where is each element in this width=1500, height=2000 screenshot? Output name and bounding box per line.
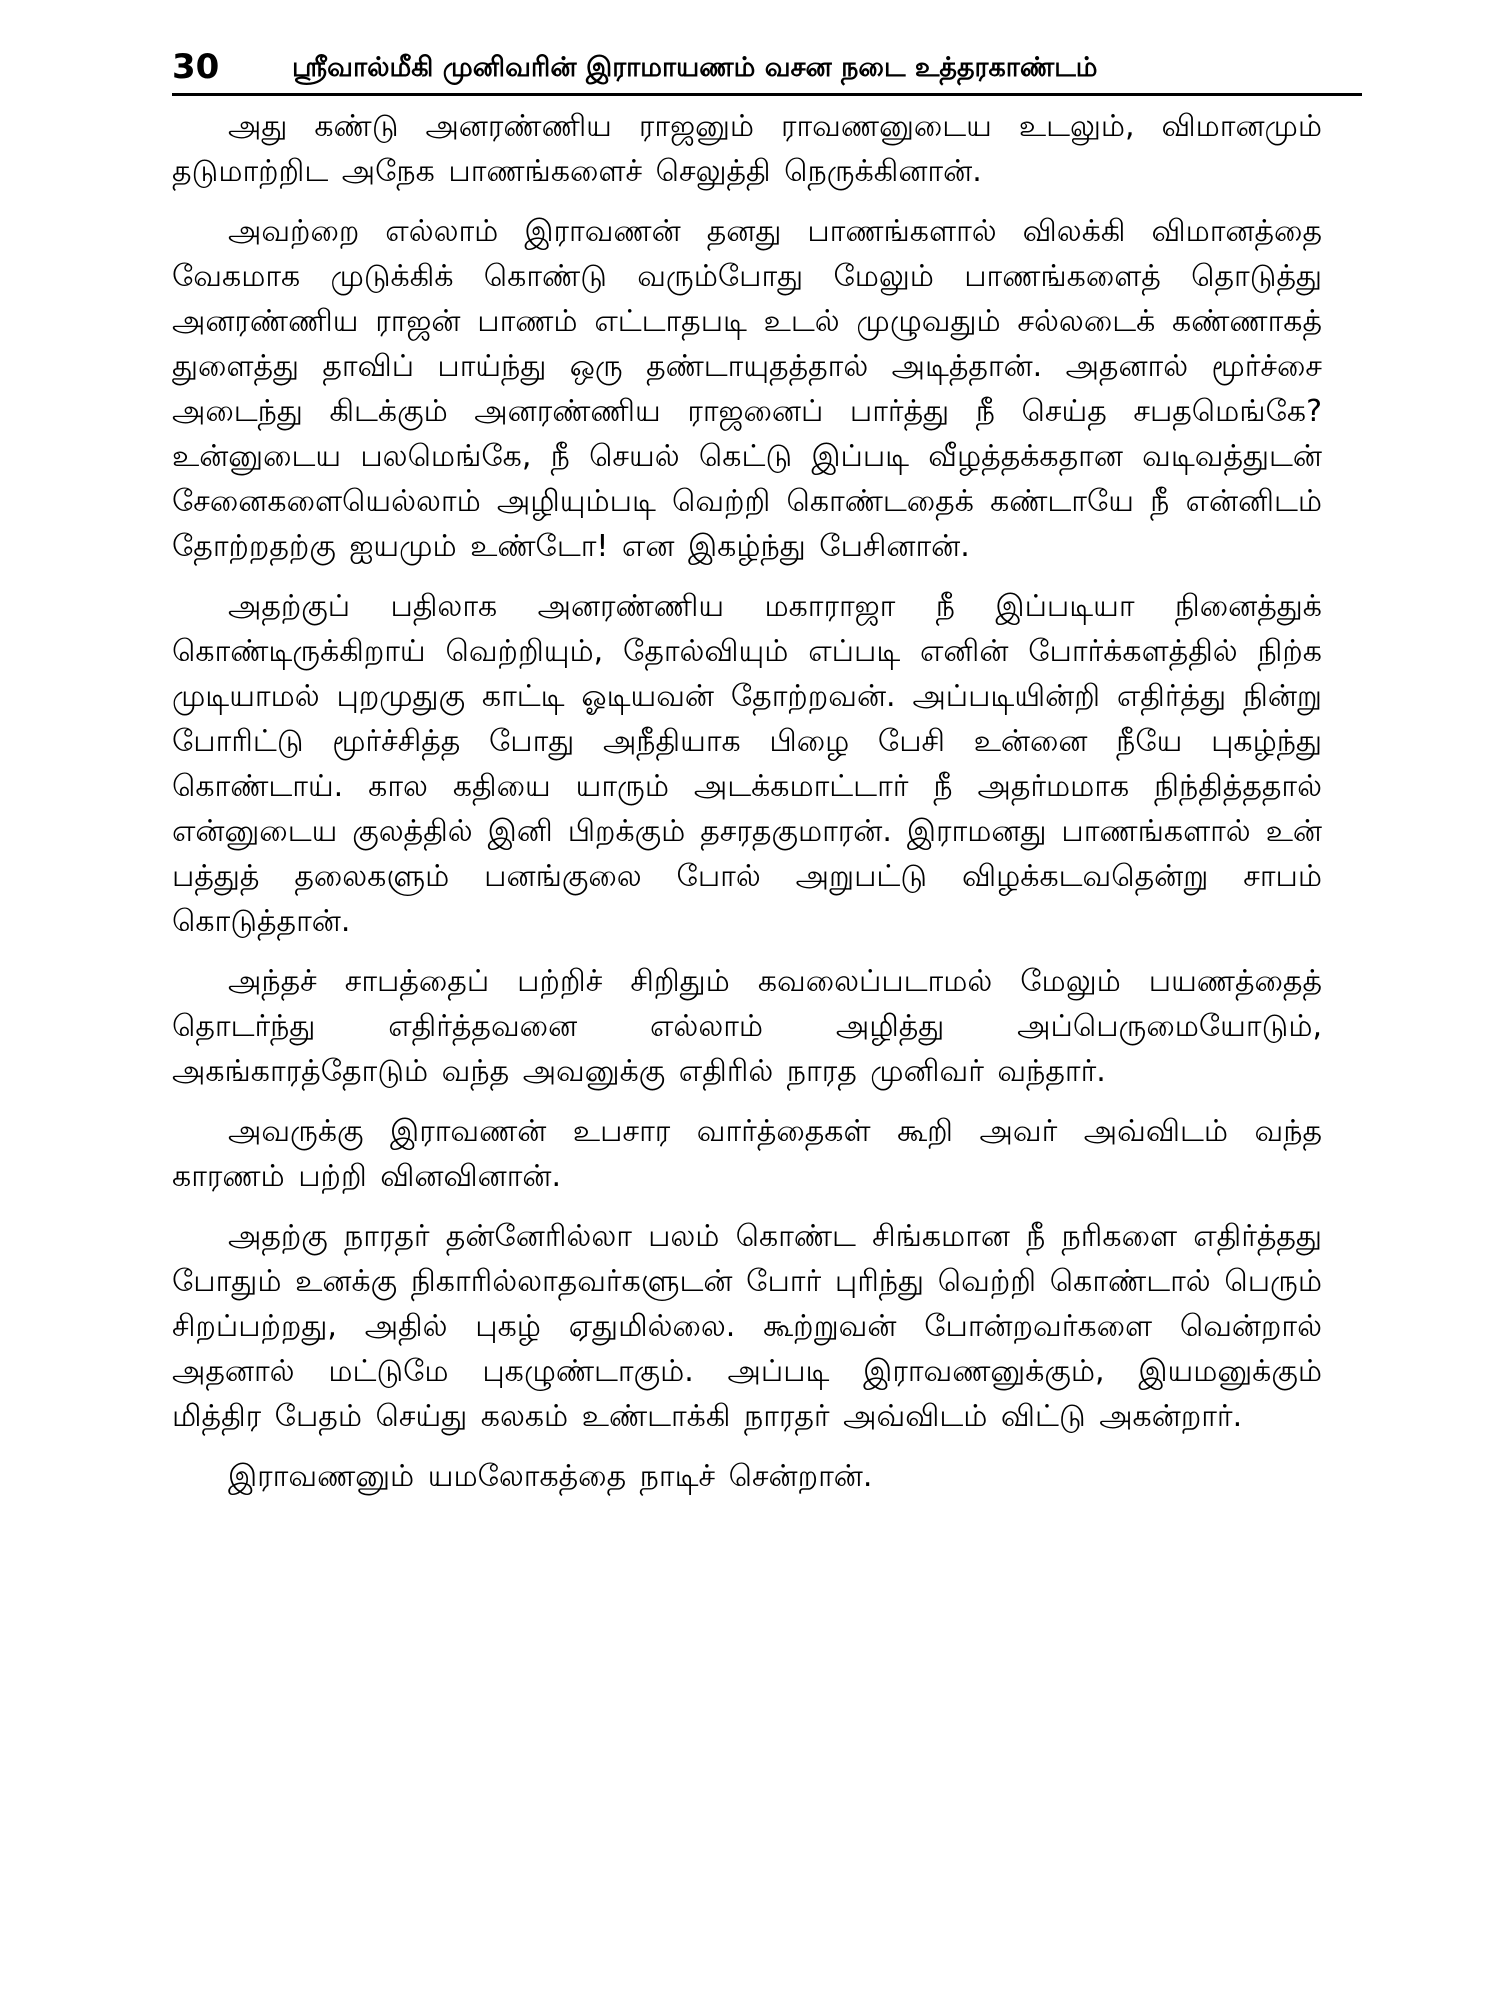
paragraph: அவற்றை எல்லாம் இராவணன் தனது பாணங்களால் விலக்கி விமானத்தை வேகமாக முடுக்கிக் கொண்டு வரும்போது மேலும் பாணங்களைத் தொடுத்து அனரண்ணிய ராஜன் பாணம் எட்டாதபடி உடல் முழுவதும் சல்லடைக் கண்ணாகத் துளைத்து தாவிப் பாய்ந்து ஒரு தண்டாயுதத்தால் அடித்தான். அதனால் மூர்ச்சை அடைந்து கிடக்கும் அனரண்ணிய ராஜனைப் பார்த்து நீ செய்த சபதமெங்கே? உன்னுடைய பலமெங்கே, நீ செயல் கெட்டு இப்படி வீழத்தக்கதான வடிவத்துடன் சேனைகளையெல்லாம் அழியும்படி வெற்றி கொண்டதைக் கண்டாயே நீ என்னிடம் தோற்றதற்கு ஐயமும் உண்டோ! என இகழ்ந்து பேசினான். <box>172 214 1322 564</box>
paragraph: அதற்குப் பதிலாக அனரண்ணிய மகாராஜா நீ இப்படியா நினைத்துக் கொண்டிருக்கிறாய் வெற்றியும், தோல்வியும் எப்படி எனின் போர்க்களத்தில் நிற்க முடியாமல் புறமுதுகு காட்டி ஓடியவன் தோற்றவன். அப்படியின்றி எதிர்த்து நின்று போரிட்டு மூர்ச்சித்த போது அநீதியாக பிழை பேசி உன்னை நீயே புகழ்ந்து கொண்டாய். கால கதியை யாரும் அடக்கமாட்டார் நீ அதர்மமாக நிந்தித்ததால் என்னுடைய குலத்தில் இனி பிறக்கும் தசரதகுமாரன். இராமனது பாணங்களால் உன் பத்துத் தலைகளும் பனங்குலை போல் அறுபட்டு விழக்கடவதென்று சாபம் கொடுத்தான். <box>172 589 1322 939</box>
paragraph: இராவணனும் யமலோகத்தை நாடிச் சென்றான். <box>228 1459 873 1494</box>
paragraph: அந்தச் சாபத்தைப் பற்றிச் சிறிதும் கவலைப்படாமல் மேலும் பயணத்தைத் தொடர்ந்து எதிர்த்தவனை எல்லாம் அழித்து அப்பெருமையோடும், அகங்காரத்தோடும் வந்த அவனுக்கு எதிரில் நாரத முனிவர் வந்தார். <box>172 964 1322 1089</box>
paragraph: அதற்கு நாரதர் தன்னேரில்லா பலம் கொண்ட சிங்கமான நீ நரிகளை எதிர்த்தது போதும் உனக்கு நிகாரில்லாதவர்களுடன் போர் புரிந்து வெற்றி கொண்டால் பெரும் சிறப்பற்றது, அதில் புகழ் ஏதுமில்லை. கூற்றுவன் போன்றவர்களை வென்றால் அதனால் மட்டுமே புகழுண்டாகும். அப்படி இராவணனுக்கும், இயமனுக்கும் மித்திர பேதம் செய்து கலகம் உண்டாக்கி நாரதர் அவ்விடம் விட்டு அகன்றார். <box>172 1219 1322 1434</box>
page-header <box>172 36 1362 96</box>
page-body <box>172 104 1322 1499</box>
paragraph: அவருக்கு இராவணன் உபசார வார்த்தைகள் கூறி அவர் அவ்விடம் வந்த காரணம் பற்றி வினவினான். <box>172 1114 1322 1194</box>
paragraph: அது கண்டு அனரண்ணிய ராஜனும் ராவணனுடைய உடலும், விமானமும் தடுமாற்றிட அநேக பாணங்களைச் செலுத்தி நெருக்கினான். <box>172 109 1322 189</box>
page-number: 30 <box>172 47 220 87</box>
running-title: ஸ்ரீவால்மீகி முனிவரின் இராமாயணம் வசன நடை உத்தரகாண்டம் <box>292 52 1098 83</box>
